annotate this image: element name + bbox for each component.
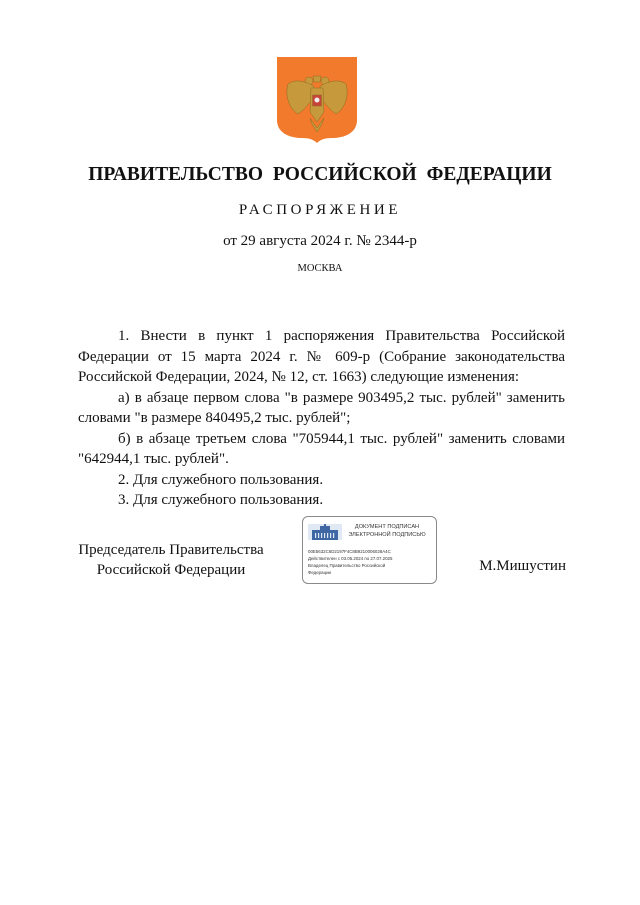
stamp-owner-line-1: Владелец Правительство Российской xyxy=(308,563,386,568)
stamp-owner-line-2: Федерации xyxy=(308,570,331,575)
paragraph-1b: б) в абзаце третьем слова "705944,1 тыс. рублей" заменить словами "642944,1 тыс. рублей". xyxy=(78,430,565,467)
document-city: МОСКВА xyxy=(297,263,343,274)
stamp-heading xyxy=(343,524,431,539)
paragraph-3: 3. Для служебного пользования. xyxy=(118,492,324,508)
paragraph-2: 2. Для служебного пользования. xyxy=(118,471,324,488)
electronic-signature-stamp xyxy=(302,516,437,584)
government-title: ПРАВИТЕЛЬСТВО РОССИЙСКОЙ ФЕДЕРАЦИИ xyxy=(88,164,552,185)
stamp-heading-line-1: ДОКУМЕНТ ПОДПИСАН xyxy=(354,524,420,530)
government-building-icon xyxy=(308,524,342,540)
coat-of-arms-emblem xyxy=(276,56,358,144)
signatory-name: М.Мишустин xyxy=(479,558,566,574)
stamp-heading-line-2: ЭЛЕКТРОННОЙ ПОДПИСЬЮ xyxy=(348,531,426,538)
paragraph-1: 1. Внести в пункт 1 распоряжения Правительства Российской Федерации от 15 марта 2024 г. № 609-р (Собрание законодательства Российской Федерации, 2024, № 12, ст. 1663) следующие изменения: xyxy=(78,328,565,385)
signatory-position-line-2: Российской Федерации xyxy=(96,562,246,578)
signatory-position-line-1: Председатель Правительства xyxy=(78,542,264,558)
stamp-certificate: 00E5632C6D2197F4C8B9210006028A4C xyxy=(308,549,391,554)
document-date-number: от 29 августа 2024 г. № 2344-р xyxy=(223,233,417,249)
document-type: РАСПОРЯЖЕНИЕ xyxy=(238,202,402,218)
document-body xyxy=(78,326,565,511)
signatory-position xyxy=(60,540,282,580)
stamp-details xyxy=(308,548,432,576)
paragraph-1a: а) в абзаце первом слова "в размере 903495,2 тыс. рублей" заменить словами "в размере 840495,2 тыс. рублей"; xyxy=(78,389,565,426)
stamp-validity: Действителен с 03.05.2024 по 27.07.2025 xyxy=(308,556,393,561)
